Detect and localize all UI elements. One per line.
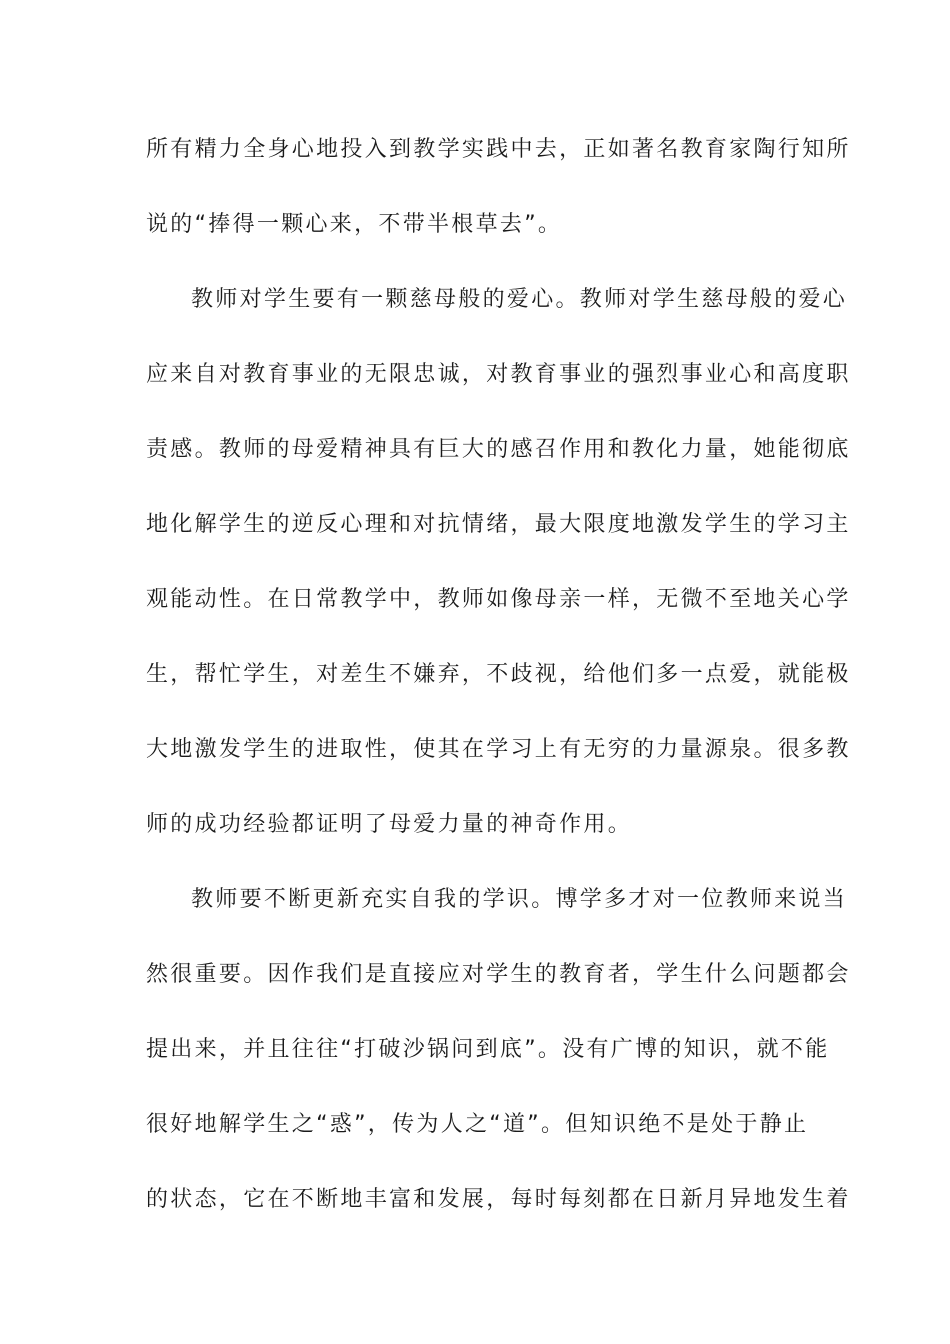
text-line: 所有精力全身心地投入到教学实践中去，正如著名教育家陶行知所 [146, 137, 851, 162]
paragraph-first-line: 教师要不断更新充实自我的学识。博学多才对一位教师来说当 [191, 887, 848, 912]
text-line: 应来自对教育事业的无限忠诚，对教育事业的强烈事业心和高度职 [146, 362, 851, 387]
text-line: 责感。教师的母爱精神具有巨大的感召作用和教化力量，她能彻底 [146, 437, 851, 462]
text-line: 提出来，并且往往“打破沙锅问到底”。没有广博的知识，就不能 [146, 1037, 830, 1062]
text-line: 地化解学生的逆反心理和对抗情绪，最大限度地激发学生的学习主 [146, 512, 851, 537]
text-line: 的状态，它在不断地丰富和发展，每时每刻都在日新月异地发生着 [146, 1187, 851, 1212]
text-line: 说的“捧得一颗心来，不带半根草去”。 [146, 212, 563, 237]
text-line: 很好地解学生之“惑”，传为人之“道”。但知识绝不是处于静止 [146, 1112, 809, 1137]
text-line: 然很重要。因作我们是直接应对学生的教育者，学生什么问题都会 [146, 962, 851, 987]
text-line: 大地激发学生的进取性，使其在学习上有无穷的力量源泉。很多教 [146, 737, 851, 762]
paragraph-first-line: 教师对学生要有一颗慈母般的爱心。教师对学生慈母般的爱心 [191, 287, 848, 312]
text-line: 观能动性。在日常教学中，教师如像母亲一样，无微不至地关心学 [146, 587, 851, 612]
text-line: 师的成功经验都证明了母爱力量的神奇作用。 [146, 812, 633, 837]
text-line: 生，帮忙学生，对差生不嫌弃，不歧视，给他们多一点爱，就能极 [146, 662, 851, 687]
